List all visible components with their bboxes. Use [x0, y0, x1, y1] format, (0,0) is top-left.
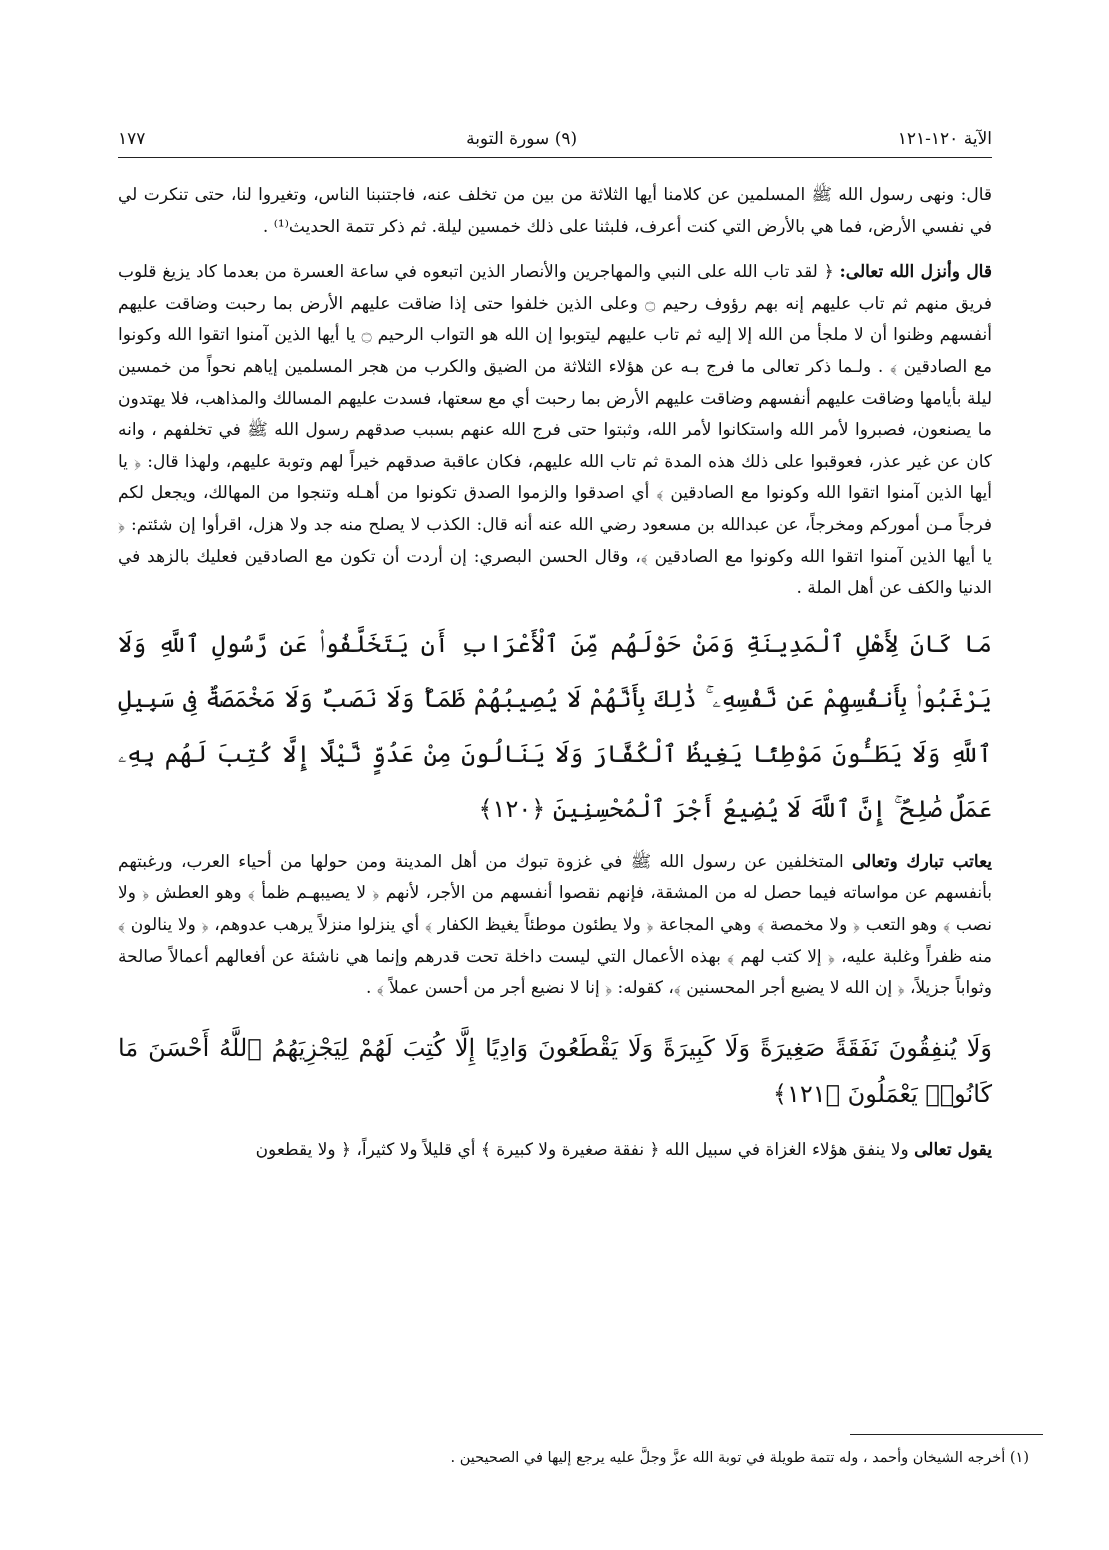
- paragraph-3-text: المتخلفين عن رسول الله ﷺ في غزوة تبوك من أهل المدينة ومن حولها من أحياء العرب، ورغبتهم بأنفسهم عن مواساته فيما حصل له من المشقة، فإنهم نقصوا أنفسهم من الأجر، لأنهم ﴿ لا يصيبهـم ظمأ ﴾ وهو العطش ﴿ ولا نصب ﴾ وهو التعب ﴿ ولا مخمصة ﴾ وهي المجاعة ﴿ ولا يطئون موطئاً يغيظ الكفار ﴾ أي ينزلوا منزلاً يرهب عدوهم، ﴿ ولا ينالون ﴾ منه ظفراً وغلبة عليه، ﴿ إلا كتب لهم ﴾ بهذه الأعمال التي ليست داخلة تحت قدرهم وإنما هي ناشئة عن أفعالهم أعمالاً صالحة وثواباً جزيلاً، ﴿ إن الله لا يضيع أجر المحسنين ﴾، كقوله: ﴿ إنا لا نضيع أجر من أحسن عملاً ﴾ .: [118, 851, 992, 999]
- header-divider: [118, 157, 992, 158]
- paragraph-2: [118, 257, 992, 605]
- verse-range: الآية ١٢٠-١٢١: [897, 129, 992, 149]
- footnote: (١) أخرجه الشيخان وأحمد ، وله تتمة طويلة في توبة الله عزَّ وجلَّ عليه يرجع إليها في الصحيحين .: [450, 1450, 1029, 1466]
- page-number: ١٧٧: [118, 129, 146, 149]
- paragraph-3: [118, 847, 992, 1005]
- paragraph-3-lead: يعاتب تبارك وتعالى: [851, 851, 992, 872]
- page-body: [118, 180, 992, 1166]
- paragraph-2-text: ﴿ لقد تاب الله على النبي والمهاجرين والأنصار الذين اتبعوه في ساعة العسرة من بعدما كاد يزيغ قلوب فريق منهم ثم تاب عليهم إنه بهم رؤوف رحيم ۝ وعلى الذين خلفوا حتى إذا ضاقت عليهم الأرض بما رحبت وضاقت عليهم أنفسهم وظنوا أن لا ملجأ من الله إلا إليه ثم تاب عليهم ليتوبوا إن الله هو التواب الرحيم ۝ يا أيها الذين آمنوا اتقوا الله وكونوا مع الصادقين ﴾ . ولـما ذكر تعالى ما فرج بـه عن هؤلاء الثلاثة من الضيق والكرب من هجر المسلمين إياهم نحواً من خمسين ليلة بأيامها وضاقت عليهم أنفسهم وضاقت عليهم الأرض بما رحبت أي مع سعتها، فسدت عليهم المسالك والمذاهب، فلا يهتدون ما يصنعون، فصبروا لأمر الله واستكانوا لأمر الله، وثبتوا حتى فرج الله عنهم بسبب صدقهم رسول الله ﷺ في تخلفهم ، وانه كان عن غير عذر، فعوقبوا على ذلك هذه المدة ثم تاب الله عليهم، فكان عاقبة صدقهم خيراً لهم وتوبة عليهم، ولهذا قال: ﴿ يا أيها الذين آمنوا اتقوا الله وكونوا مع الصادقين ﴾ أي اصدقوا والزموا الصدق تكونوا من أهـله وتنجوا من المهالك، ويجعل لكم فرجاً مـن أموركم ومخرجاً، عن عبدالله بن مسعود رضي الله عنه أنه قال: الكذب لا يصلح منه جد ولا هزل، اقرأوا إن شئتم: ﴿ يا أيها الذين آمنوا اتقوا الله وكونوا مع الصادقين ﴾، وقال الحسن البصري: إن أردت أن تكون مع الصادقين فعليك بالزهد في الدنيا والكف عن أهل الملة .: [118, 262, 993, 599]
- footnote-divider: [850, 1434, 1043, 1435]
- quran-verse-121: وَلَا يُنفِقُونَ نَفَقَةً صَغِيرَةً وَلَا كَبِيرَةً وَلَا يَقْطَعُونَ وَادِيًا إِلَّا كُتِبَ لَهُمْ لِيَجْزِيَهُمُ ٱللَّهُ أَحْسَنَ مَا كَانُوا۟ يَعْمَلُونَ ﴿١٢١﴾: [118, 1033, 992, 1108]
- paragraph-1: قال: ونهى رسول الله ﷺ المسلمين عن كلامنا أيها الثلاثة من بين من تخلف عنه، فاجتنبنا الناس، وتغيروا لنا، حتى تنكرت لي في نفسي الأرض، فما هي بالأرض التي كنت أعرف، فلبثنا على ذلك خمسين ليلة. ثم ذكر تتمة الحديث⁽¹⁾ .: [118, 185, 993, 237]
- paragraph-4: [118, 1135, 992, 1167]
- paragraph-4-lead: يقول تعالى: [914, 1139, 992, 1160]
- paragraph-2-lead: قال وأنزل الله تعالى:: [839, 262, 992, 283]
- surah-title: (٩) سورة التوبة: [466, 129, 578, 149]
- page-header: [118, 124, 992, 154]
- quran-verse-120: مَا كَانَ لِأَهْلِ ٱلْمَدِينَةِ وَمَنْ حَوْلَهُم مِّنَ ٱلْأَعْرَابِ أَن يَتَخَلَّفُوا۟ عَن رَّسُولِ ٱللَّهِ وَلَا يَرْغَبُوا۟ بِأَنفُسِهِمْ عَن نَّفْسِهِۦ ۚ ذَٰلِكَ بِأَنَّهُمْ لَا يُصِيبُهُمْ ظَمَأٌ وَلَا نَصَبٌ وَلَا مَخْمَصَةٌ فِى سَبِيلِ ٱللَّهِ وَلَا يَطَـُٔونَ مَوْطِئًا يَغِيظُ ٱلْكُفَّارَ وَلَا يَنَالُونَ مِنْ عَدُوٍّ نَّيْلًا إِلَّا كُتِبَ لَهُم بِهِۦ عَمَلٌ صَٰلِحٌ ۚ إِنَّ ٱللَّهَ لَا يُضِيعُ أَجْرَ ٱلْمُحْسِنِينَ ﴿١٢٠﴾: [118, 629, 992, 823]
- paragraph-4-text: ولا ينفق هؤلاء الغزاة في سبيل الله ﴿ نفقة صغيرة ولا كبيرة ﴾ أي قليلاً ولا كثيراً، ﴿ ولا يقطعون: [255, 1139, 915, 1160]
